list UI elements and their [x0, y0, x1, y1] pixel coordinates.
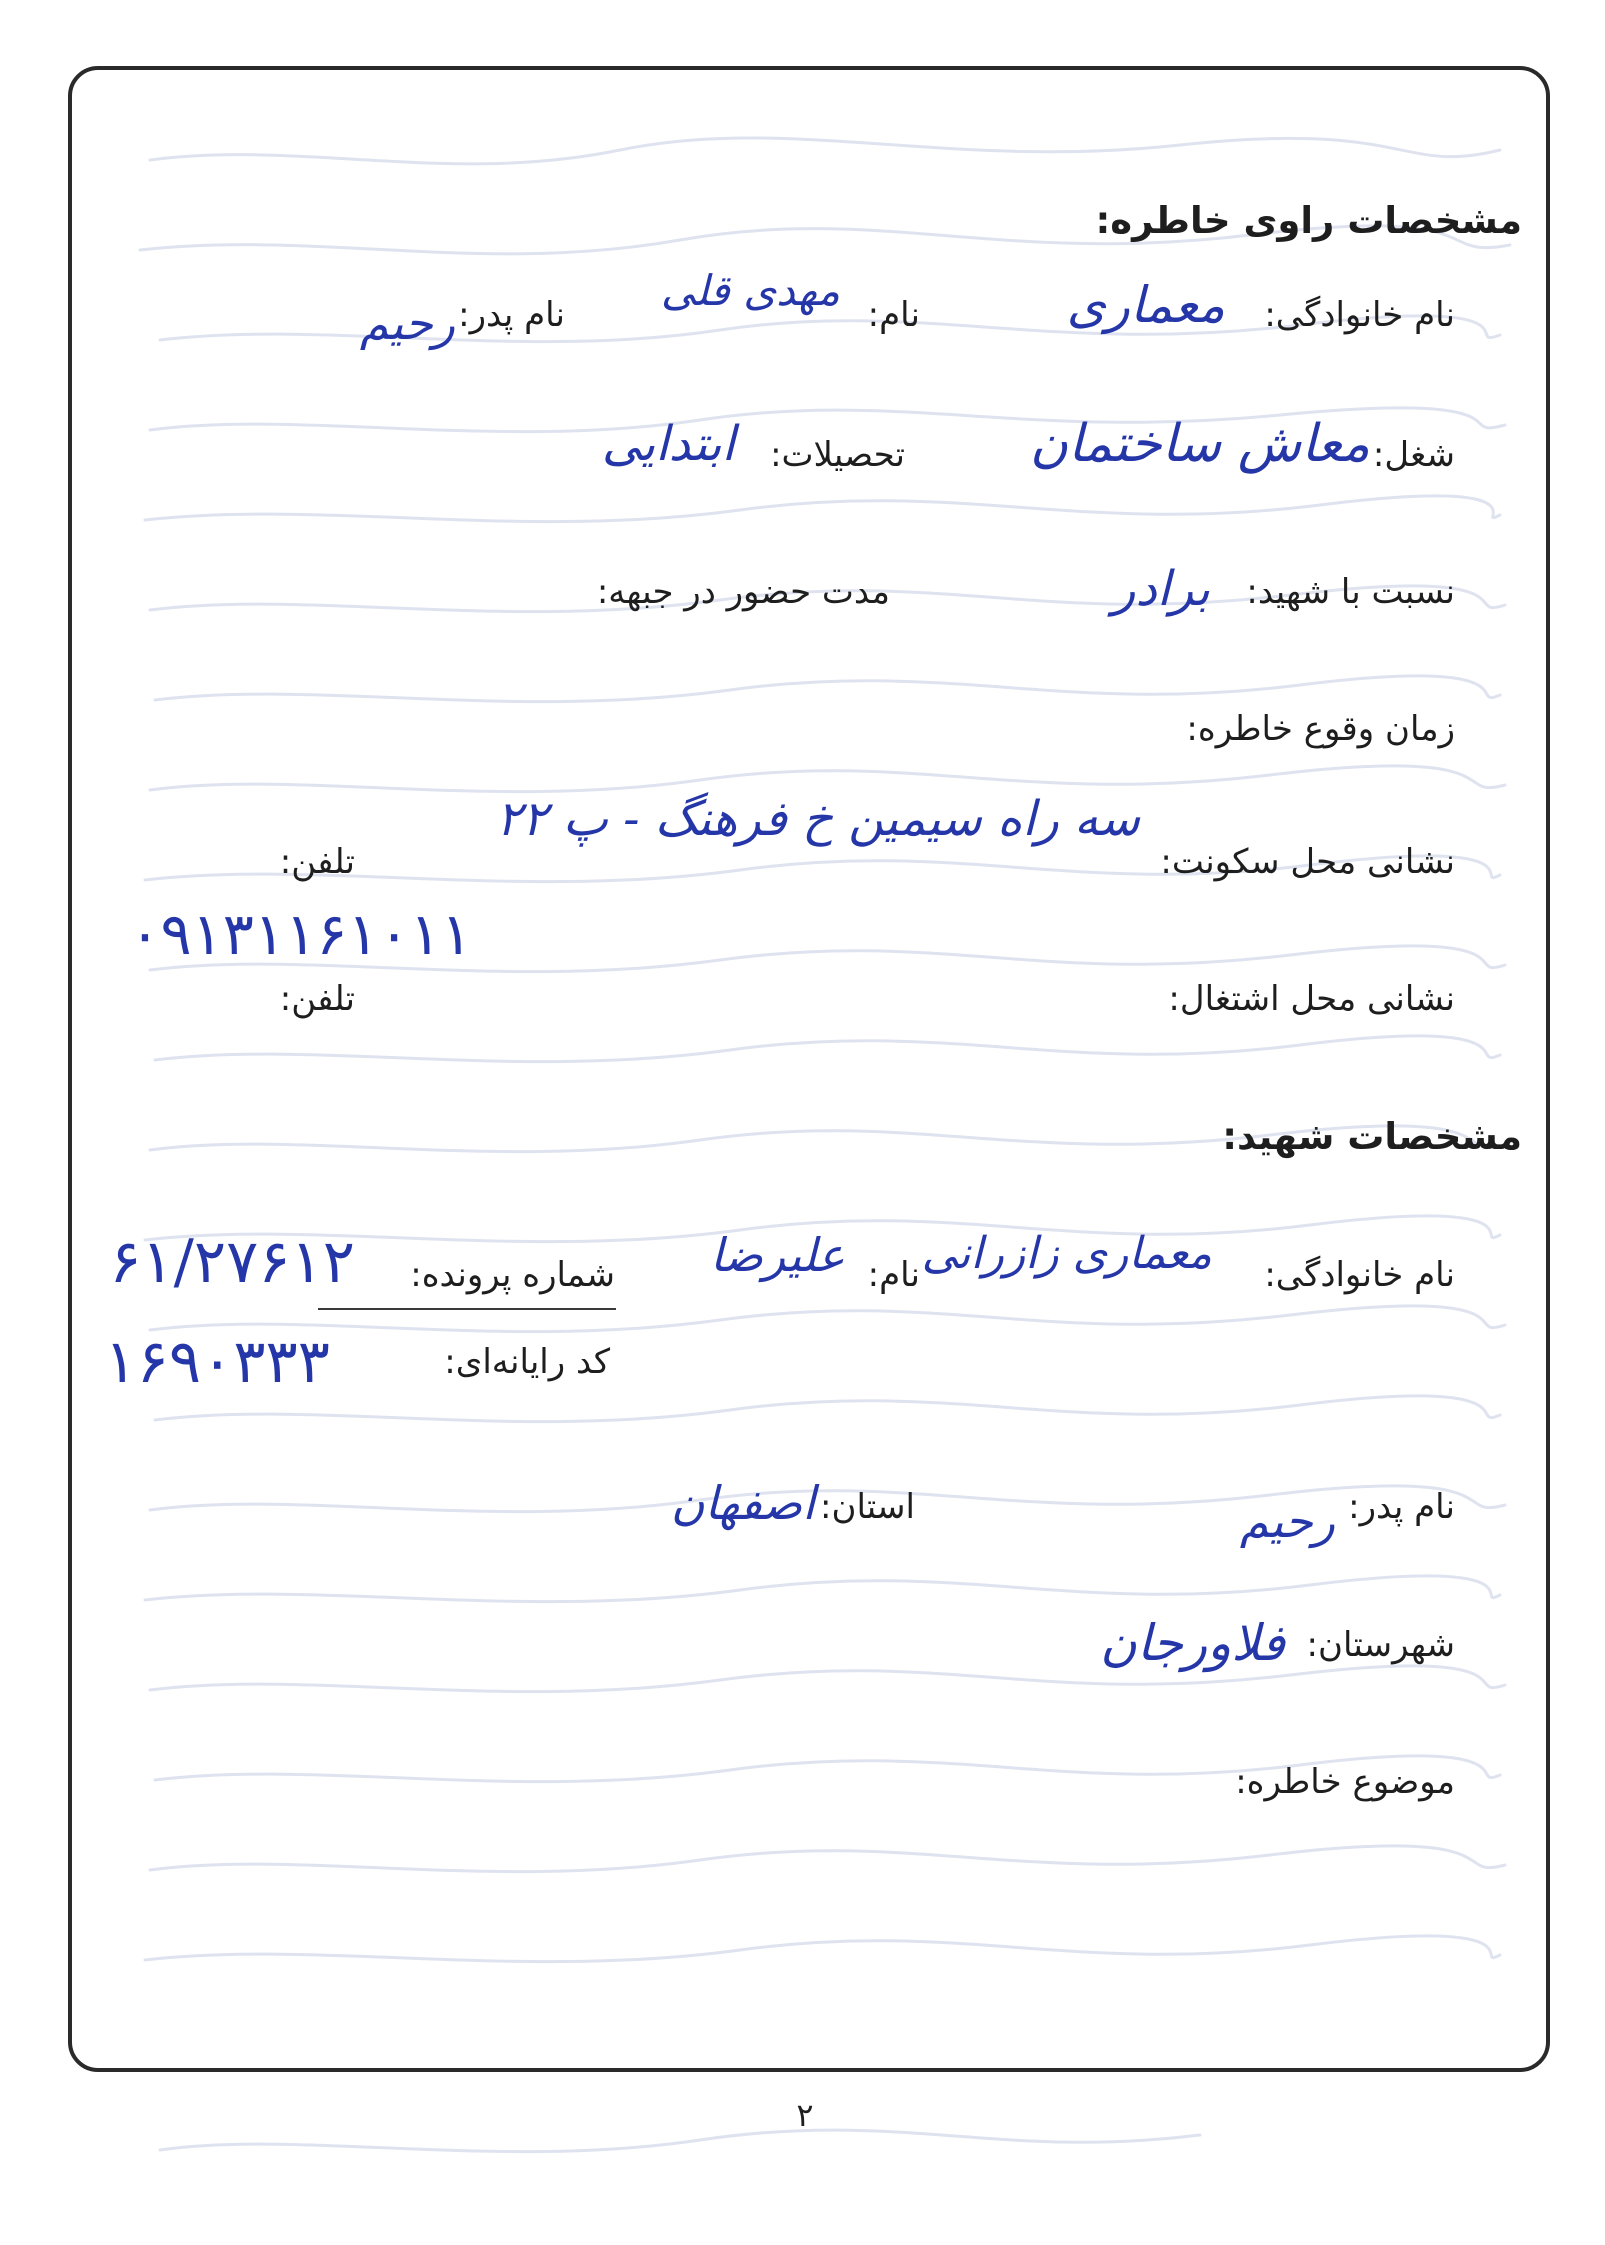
martyr-surname-value: معماری زازرانی: [921, 1228, 1212, 1279]
martyr-computer-code-label: کد رایانه‌ای:: [444, 1342, 610, 1382]
martyr-father-label: نام پدر:: [1348, 1487, 1455, 1527]
martyr-name-label: نام:: [867, 1255, 920, 1295]
narrator-job-label: شغل:: [1372, 435, 1455, 475]
martyr-county-value: فلاورجان: [1100, 1614, 1285, 1672]
martyr-father-value: رحیم: [1239, 1494, 1335, 1548]
narrator-job-value: معاش ساختمان: [1029, 414, 1370, 474]
narrator-work-phone-label: تلفن:: [279, 979, 355, 1019]
martyr-province-label: استان:: [820, 1487, 915, 1527]
martyr-heading: مشخصات شهید:: [1222, 1115, 1522, 1158]
martyr-name-value: علیرضا: [709, 1228, 845, 1282]
narrator-home-address-value: سه راه سیمین خ فرهنگ - پ ۲۲: [495, 791, 1140, 847]
martyr-computer-code-value: ۱۶۹۰۳۳۳: [104, 1327, 330, 1397]
martyr-province-value: اصفهان: [670, 1476, 815, 1530]
page-number: ۲: [796, 2096, 814, 2134]
martyr-file-number-value: ۶۱/۲۷۶۱۲: [109, 1227, 355, 1297]
narrator-front-duration-label: مدت حضور در جبهه:: [596, 572, 890, 612]
narrator-surname-value: معماری: [1066, 276, 1225, 334]
martyr-file-number-label: شماره پرونده:: [410, 1255, 615, 1295]
martyr-county-label: شهرستان:: [1306, 1625, 1455, 1665]
narrator-father-label: نام پدر:: [458, 295, 565, 335]
narrator-surname-label: نام خانوادگی:: [1264, 295, 1455, 335]
narrator-work-address-label: نشانی محل اشتغال:: [1168, 979, 1455, 1019]
narrator-name-value: مهدی قلی: [660, 266, 840, 315]
narrator-heading: مشخصات راوی خاطره:: [1095, 199, 1522, 242]
narrator-home-address-label: نشانی محل سکونت:: [1160, 842, 1455, 882]
narrator-name-label: نام:: [867, 295, 920, 335]
narrator-home-phone-value: ۰۹۱۳۱۱۶۱۰۱۱: [129, 900, 472, 968]
narrator-education-value: ابتدایی: [601, 416, 735, 472]
martyr-surname-label: نام خانوادگی:: [1264, 1255, 1455, 1295]
narrator-home-phone-label: تلفن:: [279, 842, 355, 882]
narrator-father-value: رحیم: [359, 296, 455, 350]
narrator-relation-label: نسبت با شهید:: [1246, 572, 1455, 612]
martyr-memory-subject-label: موضوع خاطره:: [1235, 1762, 1455, 1802]
narrator-relation-value: برادر: [1112, 561, 1210, 617]
martyr-file-number-underline: [318, 1308, 616, 1310]
narrator-education-label: تحصیلات:: [770, 435, 905, 475]
narrator-memory-time-label: زمان وقوع خاطره:: [1186, 709, 1455, 749]
